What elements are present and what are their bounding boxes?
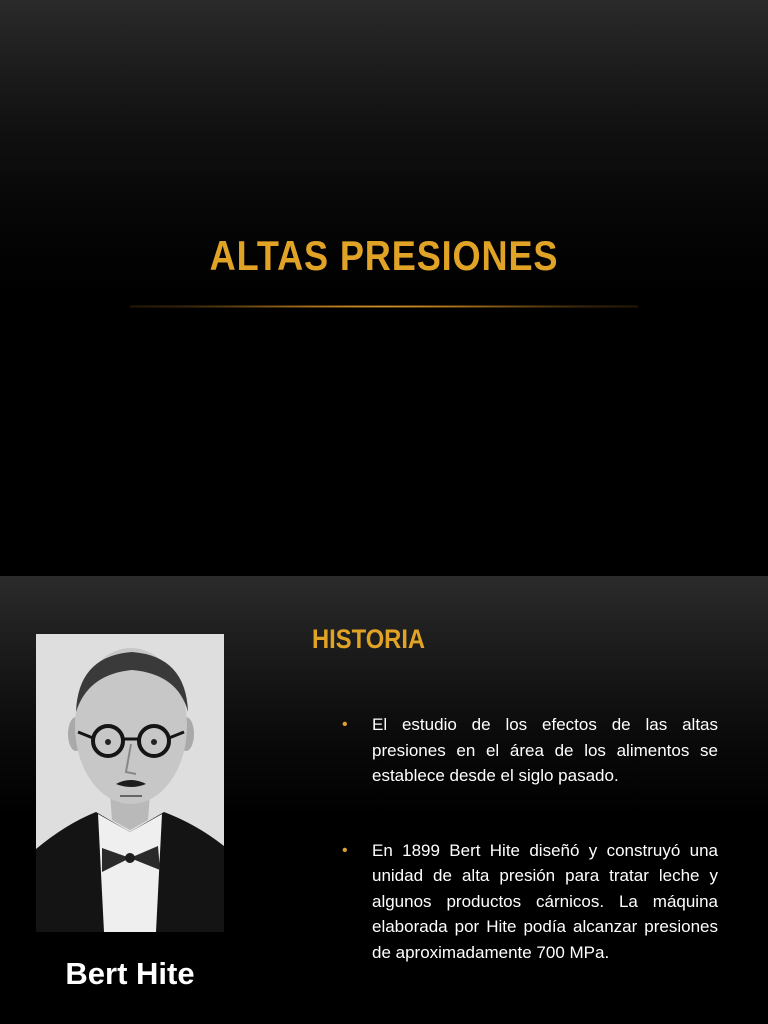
title-divider (130, 305, 638, 308)
bullet-list (342, 712, 718, 1014)
bullet-dot-icon: • (342, 716, 348, 733)
bullet-item (342, 712, 718, 789)
portrait-photo (36, 634, 224, 932)
slide-title: ALTAS PRESIONES (209, 232, 559, 279)
bullet-dot-icon: • (342, 841, 348, 859)
bullet-item (342, 838, 718, 966)
portrait-image (36, 634, 224, 932)
bullet-text: En 1899 Bert Hite diseñó y construyó una unidad de alta presión para tratar leche y algunos productos cárnicos. La máquina elaborada por Hite podía alcanzar presiones de aproximadamente 700 MPa. (372, 840, 718, 962)
section-heading: HISTORIA (312, 624, 426, 654)
bullet-text: El estudio de los efectos de las altas presiones en el área de los alimentos se establece desde el siglo pasado. (372, 715, 718, 785)
photo-caption: Bert Hite (65, 956, 195, 991)
content-slide (0, 576, 768, 1024)
